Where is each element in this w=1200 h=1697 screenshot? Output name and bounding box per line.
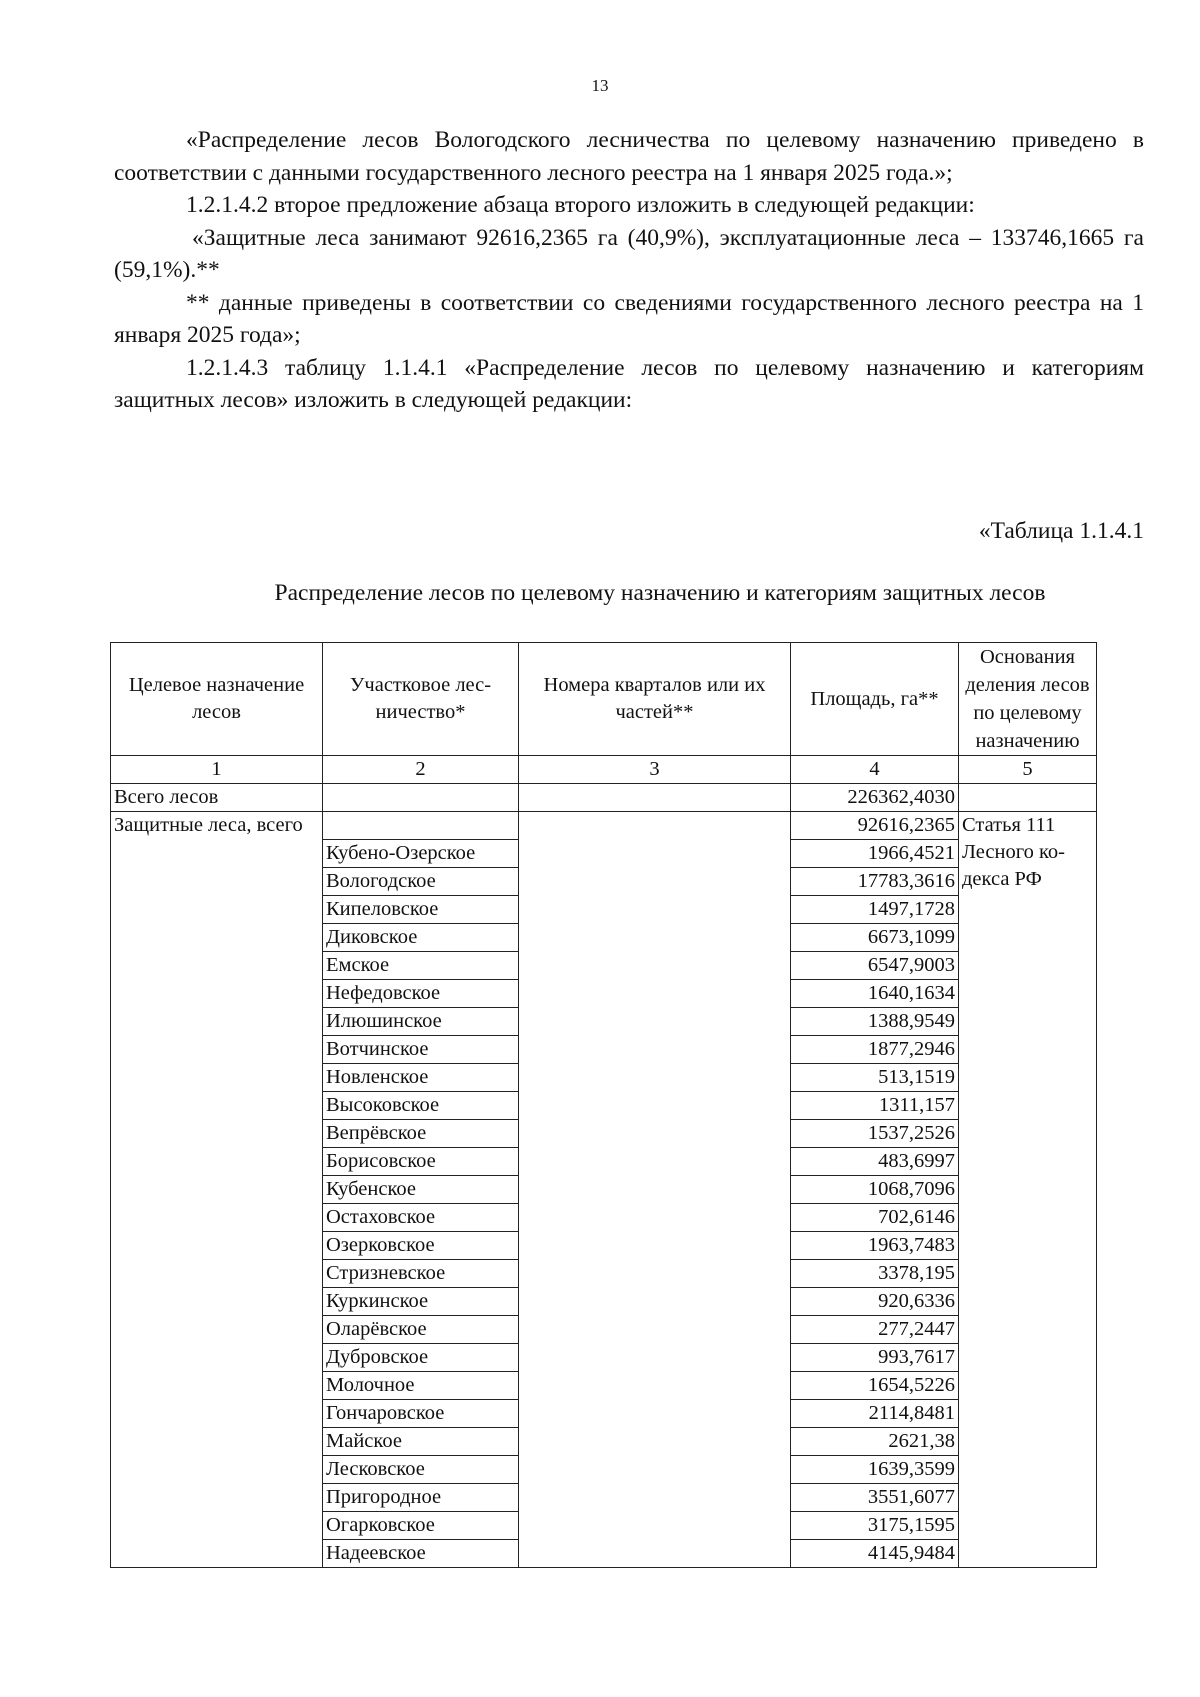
district-area: 1654,5226 xyxy=(791,1372,959,1400)
table-caption: «Таблица 1.1.4.1 xyxy=(978,518,1144,544)
district-area: 483,6997 xyxy=(791,1148,959,1176)
district-area: 1966,4521 xyxy=(791,840,959,868)
district-area: 702,6146 xyxy=(791,1204,959,1232)
index-cell: 1 xyxy=(111,756,323,784)
district-area: 277,2447 xyxy=(791,1316,959,1344)
district-name: Куркинское xyxy=(323,1288,519,1316)
paragraph-1: «Распределение лесов Вологодского лесничества по целевому назначению приведено в соответствии с данными государственного лесного реестра на 1 января 2025 года.»; xyxy=(114,127,1144,186)
district-name: Новленское xyxy=(323,1064,519,1092)
header-quarters: Номера кварталов или их частей** xyxy=(519,643,791,756)
district-name: Пригородное xyxy=(323,1484,519,1512)
district-name: Майское xyxy=(323,1428,519,1456)
district-name: Лесковское xyxy=(323,1456,519,1484)
protective-label: Защитные леса, всего xyxy=(111,812,323,1568)
district-name: Озерковское xyxy=(323,1232,519,1260)
total-label: Всего лесов xyxy=(111,784,323,812)
page-number: 13 xyxy=(591,76,609,95)
district-area: 17783,3616 xyxy=(791,868,959,896)
district-area: 1537,2526 xyxy=(791,1120,959,1148)
district-name: Гончаровское xyxy=(323,1400,519,1428)
district-area: 920,6336 xyxy=(791,1288,959,1316)
district-area: 4145,9484 xyxy=(791,1540,959,1568)
district-name: Молочное xyxy=(323,1372,519,1400)
district-area: 1963,7483 xyxy=(791,1232,959,1260)
district-name: Кубенское xyxy=(323,1176,519,1204)
index-cell: 2 xyxy=(323,756,519,784)
index-cell: 3 xyxy=(519,756,791,784)
forest-distribution-table xyxy=(110,642,1097,1568)
table-row-total xyxy=(111,784,1097,812)
district-name: Остаховское xyxy=(323,1204,519,1232)
paragraph-3: «Защитные леса занимают 92616,2365 га (40,9%), эксплуатационные леса – 133746,1665 га (59,1%).** xyxy=(114,224,1144,283)
table-index-row xyxy=(111,756,1097,784)
district-name: Илюшинское xyxy=(323,1008,519,1036)
empty-cell xyxy=(959,784,1097,812)
index-cell: 4 xyxy=(791,756,959,784)
table-row-protective-total xyxy=(111,812,1097,840)
district-area: 1640,1634 xyxy=(791,980,959,1008)
district-name: Дубровское xyxy=(323,1344,519,1372)
district-name: Диковское xyxy=(323,924,519,952)
district-name: Емское xyxy=(323,952,519,980)
district-area: 1877,2946 xyxy=(791,1036,959,1064)
district-area: 1497,1728 xyxy=(791,896,959,924)
paragraph-5: 1.2.1.4.3 таблицу 1.1.4.1 «Распределение лесов по целевому назначению и категориям защитных лесов» изложить в следующей редакции: xyxy=(114,354,1144,413)
header-basis: Основания деления лесов по целевому назначению xyxy=(959,643,1097,756)
district-name: Кубено-Озерское xyxy=(323,840,519,868)
district-area: 993,7617 xyxy=(791,1344,959,1372)
table-title: Распределение лесов по целевому назначению и категориям защитных лесов xyxy=(274,580,1046,606)
body-text xyxy=(114,124,1144,417)
district-name: Борисовское xyxy=(323,1148,519,1176)
district-area: 2621,38 xyxy=(791,1428,959,1456)
district-name: Надеевское xyxy=(323,1540,519,1568)
district-name: Высоковское xyxy=(323,1092,519,1120)
district-area: 2114,8481 xyxy=(791,1400,959,1428)
district-area: 513,1519 xyxy=(791,1064,959,1092)
quarters-cell xyxy=(519,812,791,1568)
table-header-row xyxy=(111,643,1097,756)
paragraph-2: 1.2.1.4.2 второе предложение абзаца второго изложить в следующей редакции: xyxy=(186,192,975,218)
district-area: 3378,195 xyxy=(791,1260,959,1288)
district-name: Стризневское xyxy=(323,1260,519,1288)
district-area: 3175,1595 xyxy=(791,1512,959,1540)
protective-basis: Статья 111 Лесного ко-декса РФ xyxy=(959,812,1097,1568)
protective-area: 92616,2365 xyxy=(791,812,959,840)
district-area: 1388,9549 xyxy=(791,1008,959,1036)
empty-cell xyxy=(323,812,519,840)
total-area: 226362,4030 xyxy=(791,784,959,812)
district-area: 1639,3599 xyxy=(791,1456,959,1484)
district-name: Нефедовское xyxy=(323,980,519,1008)
district-name: Вепрёвское xyxy=(323,1120,519,1148)
district-name: Вологодское xyxy=(323,868,519,896)
district-area: 1068,7096 xyxy=(791,1176,959,1204)
header-area: Площадь, га** xyxy=(791,643,959,756)
district-area: 6547,9003 xyxy=(791,952,959,980)
district-name: Вотчинское xyxy=(323,1036,519,1064)
district-name: Огарковское xyxy=(323,1512,519,1540)
district-name: Оларёвское xyxy=(323,1316,519,1344)
header-purpose: Целевое назначение лесов xyxy=(111,643,323,756)
district-area: 6673,1099 xyxy=(791,924,959,952)
district-name: Кипеловское xyxy=(323,896,519,924)
index-cell: 5 xyxy=(959,756,1097,784)
district-area: 3551,6077 xyxy=(791,1484,959,1512)
empty-cell xyxy=(323,784,519,812)
empty-cell xyxy=(519,784,791,812)
header-district: Участковое лес-ничество* xyxy=(323,643,519,756)
paragraph-4-footnote: ** данные приведены в соответствии со сведениями государственного лесного реестра на 1 января 2025 года»; xyxy=(114,289,1144,348)
district-area: 1311,157 xyxy=(791,1092,959,1120)
